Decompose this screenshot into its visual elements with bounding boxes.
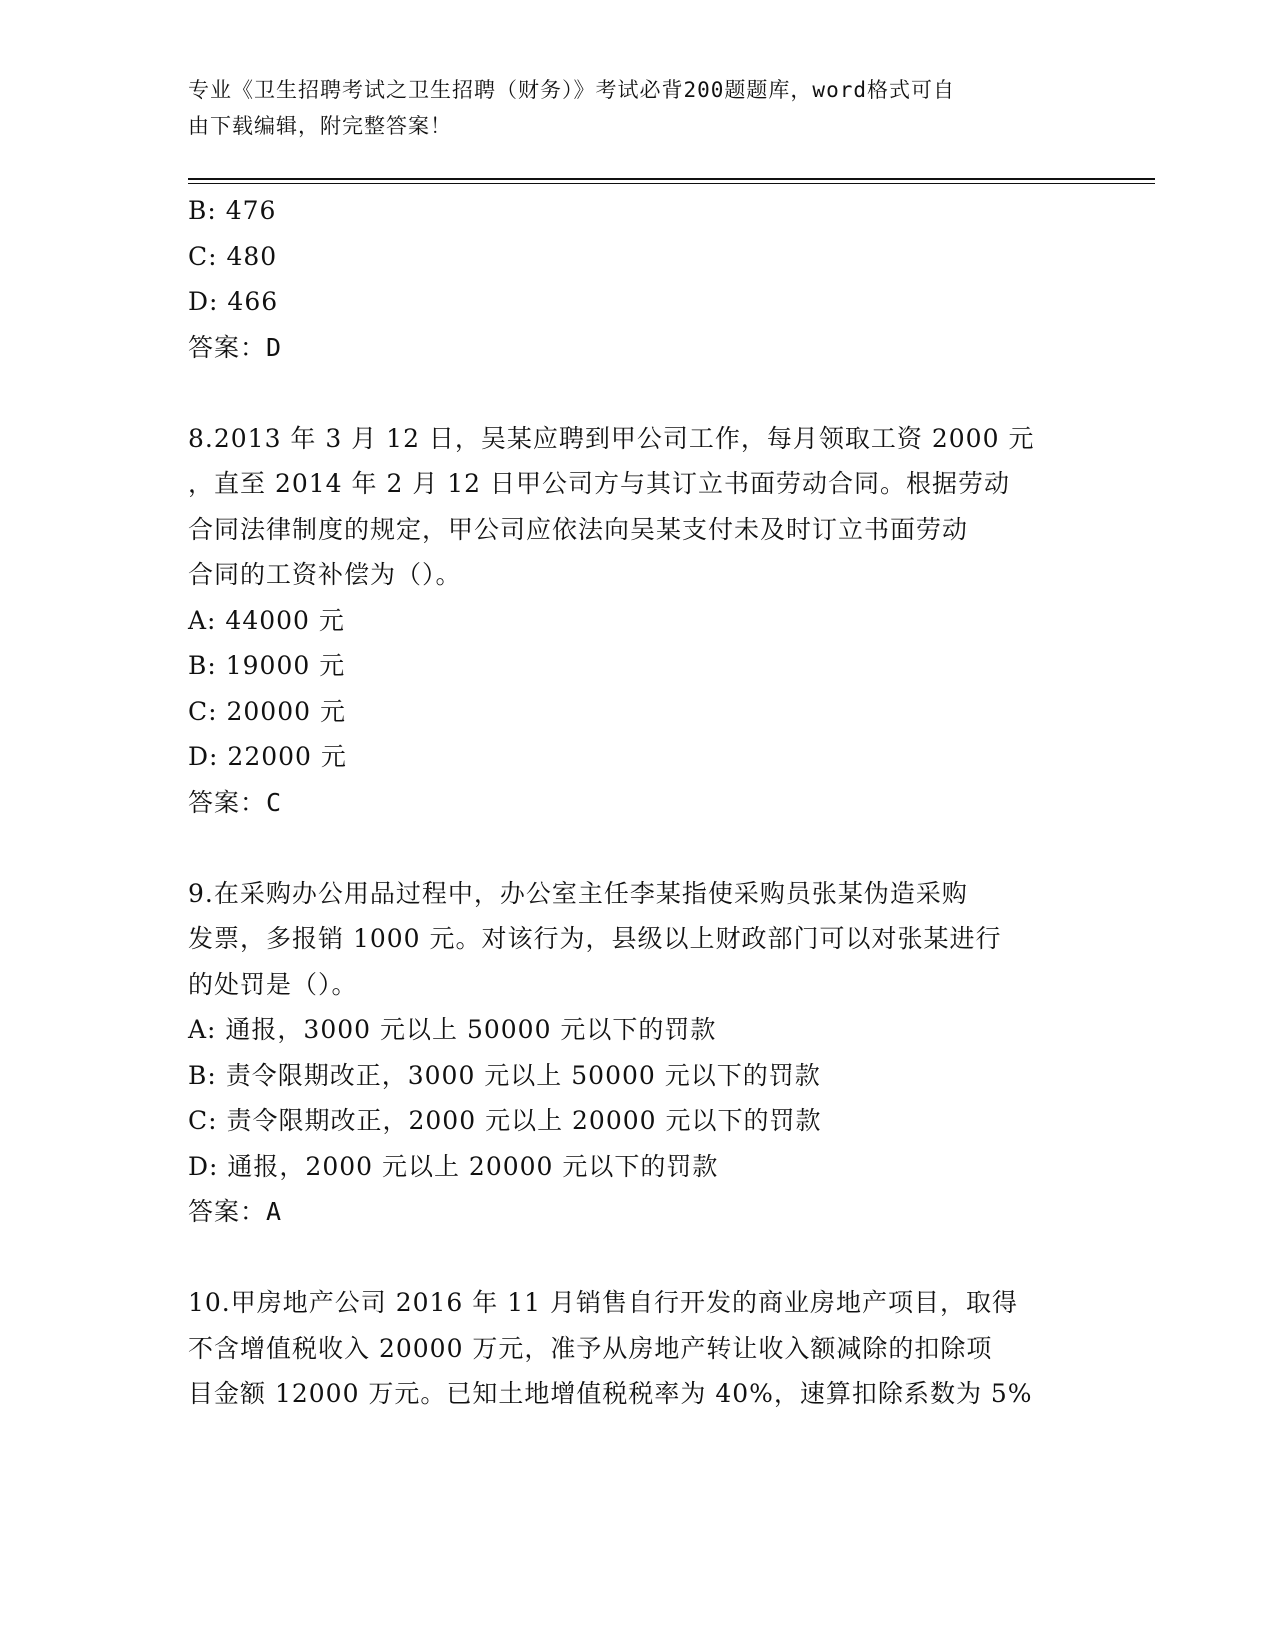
option-c: C: 责令限期改正，2000 元以上 20000 元以下的罚款 (188, 1106, 822, 1135)
header-title-line-2: 由下载编辑，附完整答案！ (188, 114, 452, 138)
question-stem-line: 的处罚是（）。 (188, 969, 358, 999)
option-a: A: 通报，3000 元以上 50000 元以下的罚款 (188, 1015, 717, 1044)
option-b: B: 476 (188, 196, 277, 225)
spacer (188, 1235, 1088, 1281)
answer-line: 答案：D (188, 332, 283, 362)
option-c: C: 20000 元 (188, 696, 346, 726)
question-9 (188, 871, 1088, 1235)
header-divider-thick (188, 178, 1155, 180)
header-title-line-1: 专业《卫生招聘考试之卫生招聘（财务）》考试必背200题题库，word格式可自 (188, 78, 955, 102)
question-stem-line: 10.甲房地产公司 2016 年 11 月销售自行开发的商业房地产项目，取得 (188, 1288, 1018, 1317)
option-d: D: 22000 元 (188, 742, 347, 771)
answer-line: 答案：C (188, 787, 283, 817)
question-stem-line: ，直至 2014 年 2 月 12 日甲公司方与其订立书面劳动合同。根据劳动 (188, 469, 1011, 498)
option-b: B: 责令限期改正，3000 元以上 50000 元以下的罚款 (188, 1060, 821, 1090)
header-divider-thin (188, 183, 1155, 184)
question-stem-line: 不含增值税收入 20000 万元，准予从房地产转让收入额减除的扣除项 (188, 1333, 993, 1363)
question-7-tail (188, 188, 1088, 370)
question-stem-line: 8.2013 年 3 月 12 日，吴某应聘到甲公司工作，每月领取工资 2000 元 (188, 423, 1035, 453)
page-header (188, 72, 1068, 144)
answer-line: 答案：A (188, 1197, 283, 1226)
question-stem-line: 合同的工资补偿为（）。 (188, 560, 462, 589)
option-b: B: 19000 元 (188, 651, 346, 680)
question-stem-line: 目金额 12000 万元。已知土地增值税税率为 40%，速算扣除系数为 5% (188, 1379, 1033, 1408)
question-10 (188, 1280, 1088, 1417)
option-d: D: 466 (188, 287, 279, 316)
option-a: A: 44000 元 (188, 605, 345, 635)
question-stem-line: 9.在采购办公用品过程中，办公室主任李某指使采购员张某伪造采购 (188, 878, 968, 908)
spacer (188, 825, 1088, 871)
document-body (188, 188, 1088, 1417)
spacer (188, 370, 1088, 416)
option-c: C: 480 (188, 241, 278, 271)
option-d: D: 通报，2000 元以上 20000 元以下的罚款 (188, 1151, 719, 1181)
question-8 (188, 416, 1088, 826)
question-stem-line: 合同法律制度的规定，甲公司应依法向吴某支付未及时订立书面劳动 (188, 514, 969, 544)
question-stem-line: 发票，多报销 1000 元。对该行为，县级以上财政部门可以对张某进行 (188, 924, 1002, 953)
